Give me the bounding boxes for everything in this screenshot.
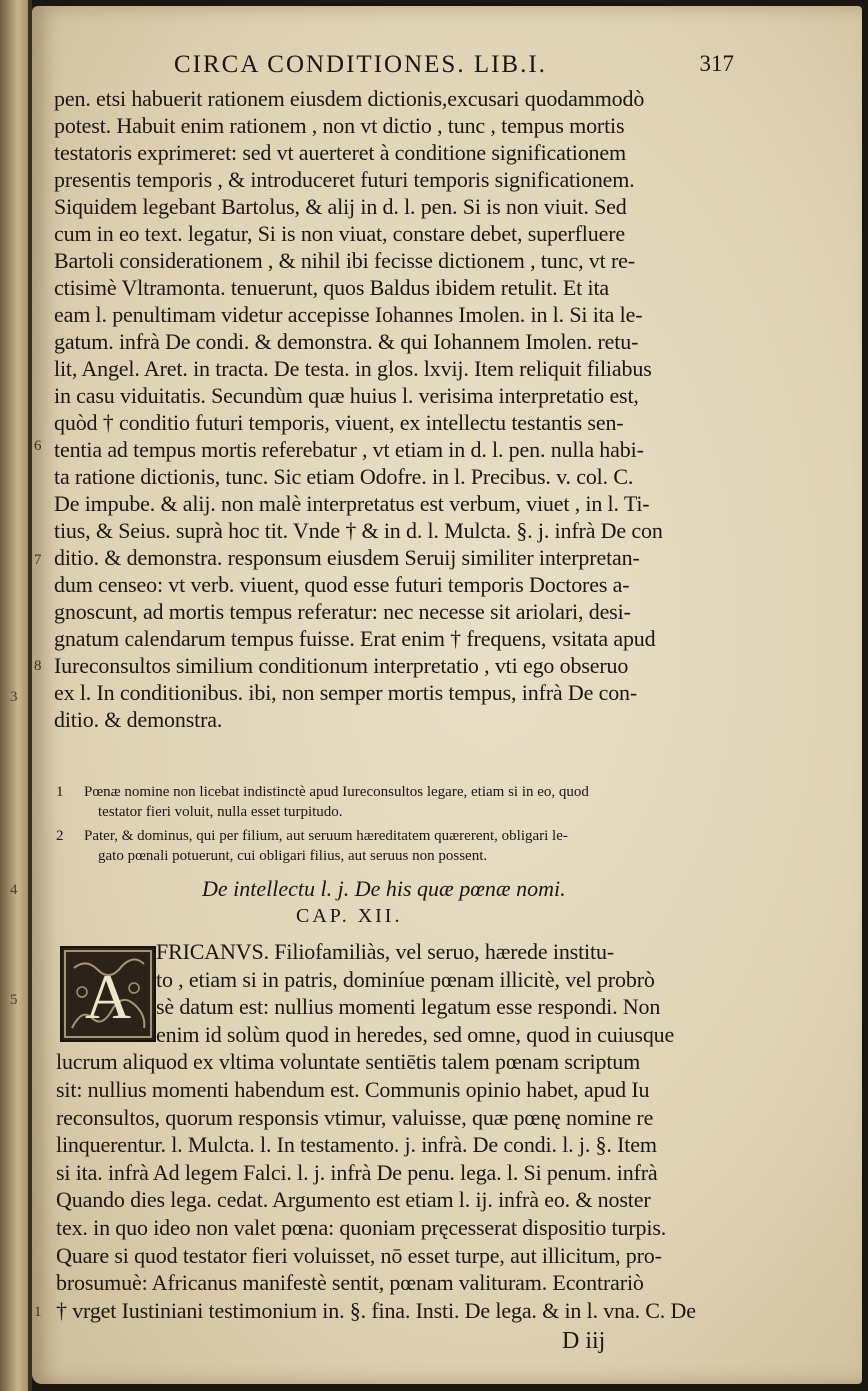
text-line: tex. in quo ideo non valet pœna: quoniam pręcesserat dispositio turpis. bbox=[56, 1214, 667, 1240]
note-item bbox=[56, 782, 736, 822]
note-line: Pœnæ nomine non licebat indistinctè apud Iureconsultos legare, etiam si in eo, quod bbox=[84, 784, 589, 800]
text-line: quòd † conditio futuri temporis, viuent, ex intellectu testantis sen- bbox=[54, 410, 624, 435]
margin-number: 5 bbox=[10, 992, 18, 1008]
text-line: ditio. & demonstra. bbox=[54, 707, 223, 732]
note-item bbox=[56, 826, 736, 866]
margin-number: 1 bbox=[34, 1304, 42, 1320]
page-header bbox=[32, 51, 862, 81]
book-page bbox=[10, 6, 862, 1384]
text-line: to , etiam si in patris, dominíue pœnam illicitè, vel probrò bbox=[156, 966, 655, 992]
note-line: gato pœnali potuerunt, cui obligari filius, aut seruus non possent. bbox=[98, 848, 488, 864]
text-line: ctisimè Vltramonta. tenuerunt, quos Baldus ibidem retulit. Et ita bbox=[54, 275, 610, 300]
margin-number: 3 bbox=[10, 689, 18, 705]
text-line: sit: nullius momenti habendum est. Communis opinio habet, apud Iu bbox=[56, 1076, 650, 1102]
text-line: Quare si quod testator fieri voluisset, nō esset turpe, aut illicitum, pro- bbox=[56, 1242, 662, 1268]
text-line: brosumuè: Africanus manifestè sentit, pœnam valituram. Econtrariò bbox=[56, 1270, 644, 1296]
text-line: pen. etsi habuerit rationem eiusdem dictionis,excusari quodammodò bbox=[54, 86, 645, 111]
margin-number: 7 bbox=[34, 552, 42, 568]
text-line: reconsultos, quorum responsis vtimur, valuisse, quæ pœnę nomine re bbox=[56, 1104, 654, 1130]
signature-mark: D iij bbox=[562, 1328, 606, 1354]
running-head: CIRCA CONDITIONES. LIB.I. bbox=[174, 51, 547, 78]
section-title: De intellectu l. j. De his quæ pœnæ nomi. bbox=[202, 876, 566, 901]
margin-number: 6 bbox=[34, 438, 42, 454]
text-line: ta ratione dictionis, tunc. Sic etiam Odofre. in l. Precibus. v. col. C. bbox=[54, 464, 634, 489]
text-line: presentis temporis , & introduceret futuri temporis significationem. bbox=[54, 167, 635, 192]
text-line: gnoscunt, ad mortis tempus referatur: nec necesse sit ariolari, desi- bbox=[54, 599, 631, 624]
text-line: in casu viduitatis. Secundùm quæ huius l. verisima interpretatio est, bbox=[54, 383, 639, 408]
text-line: † vrget Iustiniani testimonium in. §. fina. Insti. De lega. & in l. vna. C. De bbox=[56, 1297, 696, 1323]
note-number: 1 bbox=[56, 784, 64, 800]
text-line: potest. Habuit enim rationem , non vt dictio , tunc , tempus mortis bbox=[54, 113, 625, 138]
text-line: gatum. infrà De condi. & demonstra. & qui Iohannem Imolen. retu- bbox=[54, 329, 639, 354]
main-text-block bbox=[54, 85, 734, 733]
text-line: enim id solùm quod in heredes, sed omne, quod in cuiusque bbox=[156, 1021, 675, 1047]
text-line: De impube. & alij. non malè interpretatus est verbum, viuet , in l. Ti- bbox=[54, 491, 650, 516]
text-line: sè datum est: nullius momenti legatum esse respondi. Non bbox=[156, 994, 661, 1020]
text-line: ex l. In conditionibus. ibi, non semper mortis tempus, infrà De con- bbox=[54, 680, 638, 705]
note-line: testator fieri voluit, nulla esset turpitudo. bbox=[98, 804, 343, 820]
note-number: 2 bbox=[56, 828, 64, 844]
note-line: Pater, & dominus, qui per filium, aut seruum hæreditatem quærerent, obligari le- bbox=[84, 828, 568, 844]
text-line: Quando dies lega. cedat. Argumento est etiam l. ij. infrà eo. & noster bbox=[56, 1187, 651, 1213]
folio-number: 317 bbox=[699, 51, 734, 76]
chapter-text-block bbox=[56, 938, 738, 1324]
text-line: lit, Angel. Aret. in tracta. De testa. in glos. lxvij. Item reliquit filiabus bbox=[54, 356, 652, 381]
text-line: Iureconsultos similium conditionum interpretatio , vti ego obseruo bbox=[54, 653, 629, 678]
text-line: eam l. penultimam videtur accepisse Iohannes Imolen. in l. Si ita le- bbox=[54, 302, 643, 327]
initial-letter: A bbox=[84, 961, 132, 1032]
text-line: FRICANVS. Filiofamiliàs, vel seruo, hærede institu- bbox=[156, 939, 614, 964]
margin-number: 4 bbox=[10, 882, 18, 898]
text-line: dum censeo: vt verb. viuent, quod esse futuri temporis Doctores a- bbox=[54, 572, 630, 597]
text-line: ditio. & demonstra. responsum eiusdem Seruij similiter interpretan- bbox=[54, 545, 640, 570]
text-line: Bartoli considerationem , & nihil ibi fecisse dictionem , tunc, vt re- bbox=[54, 248, 635, 273]
chapter-label: CAP. XII. bbox=[296, 905, 403, 927]
text-line: gnatum calendarum tempus fuisse. Erat enim † frequens, vsitata apud bbox=[54, 626, 656, 651]
text-line: tius, & Seius. suprà hoc tit. Vnde † & in d. l. Mulcta. §. j. infrà De con bbox=[54, 518, 663, 543]
text-line: cum in eo text. legatur, Si is non viuat, constare debet, superfluere bbox=[54, 221, 625, 246]
text-line: lucrum aliquod ex vltima voluntate sentiētis talem pœnam scriptum bbox=[56, 1049, 641, 1075]
text-line: Siquidem legebant Bartolus, & alij in d. l. pen. Si is non viuit. Sed bbox=[54, 194, 627, 219]
text-line: testatoris exprimeret: sed vt auerteret à conditione significationem bbox=[54, 140, 626, 165]
margin-number: 8 bbox=[34, 658, 42, 674]
text-line: linquerentur. l. Mulcta. l. In testamento. j. infrà. De condi. l. j. §. Item bbox=[56, 1132, 657, 1158]
summary-notes bbox=[56, 782, 736, 870]
text-line: si ita. infrà Ad legem Falci. l. j. infrà De penu. lega. l. Si penum. infrà bbox=[56, 1159, 658, 1185]
text-line: tentia ad tempus mortis referebatur , vt etiam in d. l. pen. nulla habi- bbox=[54, 437, 644, 462]
